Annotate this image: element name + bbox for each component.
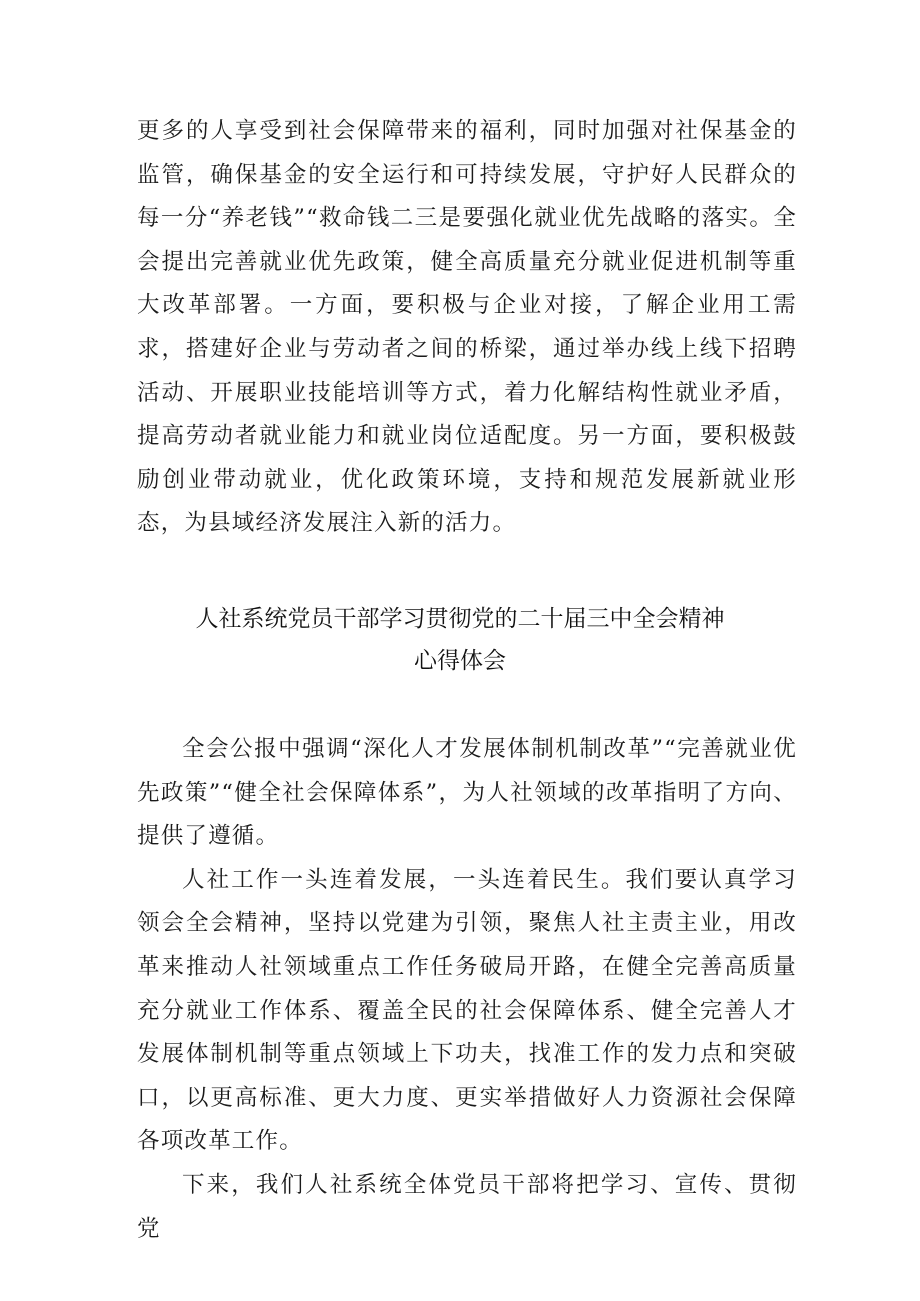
paragraph-3: 下来，我们人社系统全体党员干部将把学习、宣传、贯彻党 [137,1171,797,1242]
article-body [137,728,797,1251]
article-title-line-2: 心得体会 [414,648,506,674]
continuation-paragraph: 更多的人享受到社会保障带来的福利，同时加强对社保基金的监管，确保基金的安全运行和可持续发展，守护好人民群众的每一分“养老钱”“救命钱二三是要强化就业优先战略的落实。全会提出完善就业优先政策，健全高质量充分就业促进机制等重大改革部署。一方面，要积极与企业对接，了解企业用工需求，搭建好企业与劳动者之间的桥梁，通过举办线上线下招聘活动、开展职业技能培训等方式，着力化解结构性就业矛盾，提高劳动者就业能力和就业岗位适配度。另一方面，要积极鼓励创业带动就业，优化政策环境，支持和规范发展新就业形态，为县域经济发展注入新的活力。 [137,118,797,537]
paragraph-1: 全会公报中强调“深化人才发展体制机制改革”“完善就业优先政策”“健全社会保障体系”，为人社领域的改革指明了方向、提供了遵循。 [137,736,797,850]
article-title-line-1: 人社系统党员干部学习贯彻党的二十届三中全会精神 [195,606,725,632]
article-title [0,598,920,682]
paragraph-2: 人社工作一头连着发展，一头连着民生。我们要认真学习领会全会精神，坚持以党建为引领，聚焦人社主责主业，用改革来推动人社领域重点工作任务破局开路，在健全完善高质量充分就业工作体系、覆盖全民的社会保障体系、健全完善人才发展体制机制等重点领域上下功夫，找准工作的发力点和突破口，以更高标准、更大力度、更实举措做好人力资源社会保障各项改革工作。 [137,866,797,1155]
